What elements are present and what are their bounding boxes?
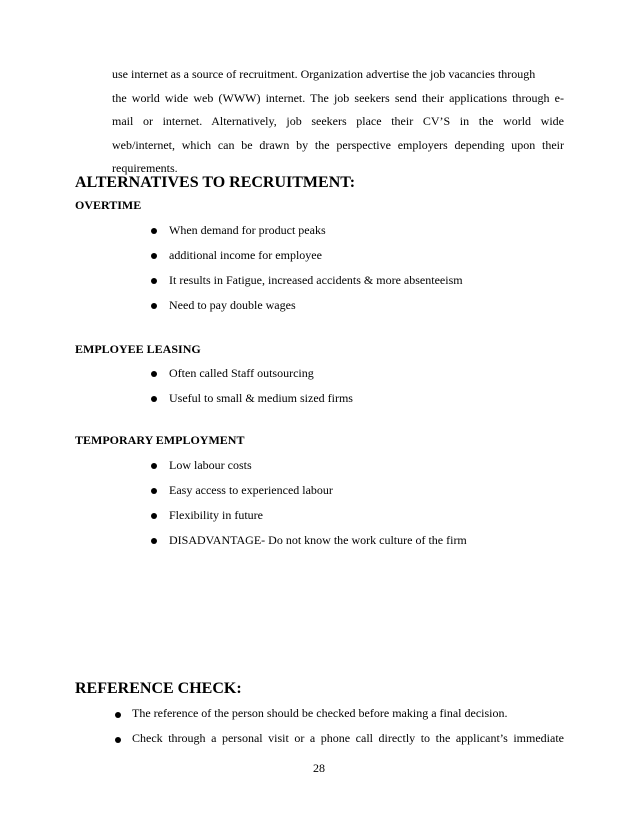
intro-line: requirements. (112, 161, 178, 175)
list-item: Often called Staff outsourcing (169, 366, 314, 380)
list-item: When demand for product peaks (169, 223, 326, 237)
list-item: It results in Fatigue, increased accidents & more absenteeism (169, 273, 463, 287)
page-number: 28 (313, 761, 325, 775)
bullet-icon (151, 396, 157, 402)
bullet-icon (151, 253, 157, 259)
section-heading-reference-check: REFERENCE CHECK: (75, 680, 242, 697)
intro-line: the world wide web (WWW) internet. The job seekers send their applications through e- (112, 90, 564, 105)
bullet-icon (151, 463, 157, 469)
list-item: Low labour costs (169, 458, 252, 472)
list-item: Flexibility in future (169, 508, 263, 522)
intro-line: web/internet, which can be drawn by the perspective employers depending upon their (112, 137, 564, 152)
list-item: The reference of the person should be checked before making a final decision. (132, 706, 508, 720)
list-item: Need to pay double wages (169, 298, 296, 312)
bullet-icon (115, 737, 121, 743)
bullet-icon (151, 303, 157, 309)
list-item: additional income for employee (169, 248, 322, 262)
bullet-icon (151, 228, 157, 234)
intro-paragraph (112, 63, 564, 181)
section-heading-alternatives: ALTERNATIVES TO RECRUITMENT: (75, 174, 356, 191)
intro-line: use internet as a source of recruitment. Organization advertise the job vacancies through (112, 67, 536, 81)
bullet-icon (151, 371, 157, 377)
subheading-overtime: OVERTIME (75, 198, 142, 212)
intro-line: mail or internet. Alternatively, job seekers place their CV’S in the world wide (112, 114, 564, 128)
list-item: Easy access to experienced labour (169, 483, 333, 497)
bullet-icon (151, 488, 157, 494)
subheading-employee-leasing: EMPLOYEE LEASING (75, 342, 201, 356)
bullet-icon (151, 513, 157, 519)
subheading-temporary-employment: TEMPORARY EMPLOYMENT (75, 433, 245, 447)
bullet-icon (151, 278, 157, 284)
bullet-icon (115, 712, 121, 718)
list-item: Useful to small & medium sized firms (169, 391, 353, 405)
list-item: Check through a personal visit or a phone call directly to the applicant’s immediate (132, 731, 564, 745)
bullet-icon (151, 538, 157, 544)
list-item: DISADVANTAGE- Do not know the work culture of the firm (169, 533, 467, 547)
